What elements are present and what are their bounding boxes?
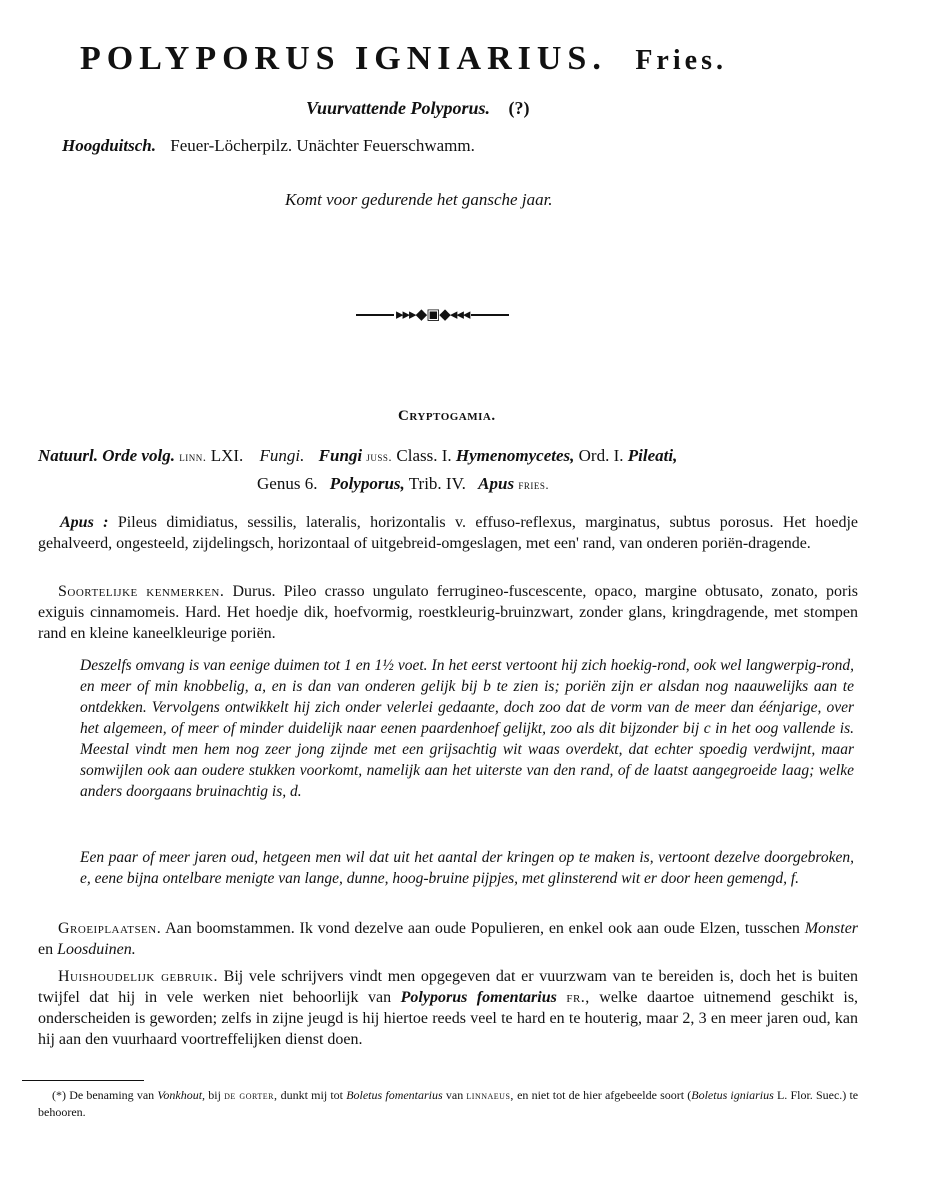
footnote-gorter: de gorter, [224, 1088, 278, 1102]
dutch-name-mark: (?) [508, 98, 530, 118]
german-names-line [62, 136, 475, 156]
polyporus-fomentarius: Polyporus fomentarius [400, 989, 557, 1006]
dutch-name [306, 98, 530, 119]
footnote-boletus-fomentarius: Boletus fomentarius [346, 1088, 443, 1102]
footnote-text-e: en niet tot de hier afgebeelde soort ( [517, 1088, 692, 1102]
footnote-rule [22, 1080, 144, 1081]
hymenomycetes: Hymenomycetes, [455, 446, 575, 465]
page-title [80, 40, 727, 78]
huishoudelijk-text-a: Bij vele schrijvers vindt men opgegeven dat er vuurzwam van te bereiden is, doch het is buiten twijfel dat hij in vele werken niet behoorlijk van [38, 968, 859, 1006]
footnote-text-c: dunkt mij tot [280, 1088, 343, 1102]
place-loosduinen: Loosduinen. [57, 941, 136, 958]
footnote-linnaeus: linnaeus, [466, 1088, 514, 1102]
classification-heading: Cryptogamia. [398, 408, 496, 424]
pileati: Pileati, [627, 446, 678, 465]
footnote-vonkhout: Vonkhout, [157, 1088, 206, 1102]
groeiplaatsen-text: Aan boomstammen. Ik vond dezelve aan oude Populieren, en enkel ook aan oude Elzen, tusschen [165, 920, 800, 937]
german-names: Feuer-Löcherpilz. Unächter Feuerschwamm. [170, 136, 475, 155]
dutch-name-text: Vuurvattende Polyporus. [306, 98, 491, 118]
german-label: Hoogduitsch. [62, 136, 156, 155]
classification-line-2 [257, 474, 549, 494]
footnote-text-f: L. Flor. Suec.) te behooren. [38, 1088, 859, 1119]
apus-text: Pileus dimidiatus, sessilis, lateralis, horizontalis v. effuso-reflexus, marginatus, subtus porosus. Het hoedje gehalveerd, ongesteeld, zijdelingsch, horizontaal of uitgebreid-omgeslagen, met een' rand, van onderen poriën-dragende. [38, 514, 859, 552]
description-paragraph-2: Een paar of meer jaren oud, hetgeen men wil dat uit het aantal der kringen op te maken is, vertoont dezelve doorgebroken, e, eene bijna ontelbare menigte van lange, dunne, hoog-bruine pijpjes, met glinsterend wit er door heen gemengd, f. [80, 849, 854, 887]
linn-abbrev: linn. [179, 449, 207, 464]
footnote-boletus-igniarius: Boletus igniarius [691, 1088, 774, 1102]
footnote-mark: (*) [52, 1088, 66, 1102]
title-species: POLYPORUS IGNIARIUS. [80, 40, 607, 77]
huishoudelijk-text-b: welke daartoe uitnemend geschikt is, onderscheiden is geworden; zelfs in zijne jeugd is hij hiertoe reeds veel te hard en te houterig, maar 2, 3 en meer jaren oud, kan hij aan den vuurhaard voortreffelijken dienst doen. [38, 989, 859, 1048]
trib: Trib. IV. [408, 474, 466, 493]
description-paragraph-1: Deszelfs omvang is van eenige duimen tot 1 en 1½ voet. In het eerst vertoont hij zich hoekig-rond, ook wel langwerpig-rond, en meer of min knobbelig, a, en is dan van onderen gelijk bij b te zien is; poriën zijn er alsdan nog naauwelijks aan te ontdekken. Vervolgens ontwikkelt hij zich onder velerlei gedaante, doch zoo dat de vorm van de meer dan éénjarige, over het algemeen, of meer of minder duidelijk naar eenen paardenhoef gelijkt, zoo als dit bijzonder bij c in het oog vallende is. Meestal vindt men hem nog zeer jong zijnde met een grijsachtig wit waas overdekt, dat echter spoedig verdwijnt, maar somwijlen ook aan oudere stukken voorkomt, namelijk aan het uiterste van den rand, of de laatst aangegroeide laag; welke anders doorgaans bruinachtig is, d. [80, 657, 854, 800]
polyporus: Polyporus, [329, 474, 405, 493]
apus-label: Apus : [60, 514, 109, 531]
genus: Genus 6. [257, 474, 318, 493]
footnote-text-d: van [445, 1088, 464, 1102]
fungi-1: Fungi. [259, 446, 305, 465]
ord-i: Ord. I. [578, 446, 624, 465]
footnote-text-a: De benaming van [69, 1088, 155, 1102]
fr-abbrev: fr., [566, 989, 590, 1006]
soortelijke-paragraph [38, 581, 858, 644]
linn-number: LXI. [210, 446, 244, 465]
soortelijke-text: Durus. Pileo crasso ungulato ferrugineo-fuscescente, opaco, margine obtusato, zonato, poris exiguis cinnamomeis. Hard. Het hoedje dik, hoefvormig, roestkleurig-bruinzwart, zonder glans, kringdragende, met stompen rand en kleine kaneelkleurige poriën. [38, 583, 859, 642]
groeiplaatsen-en: en [38, 941, 54, 958]
title-author: Fries. [635, 45, 727, 76]
apus-paragraph [38, 512, 858, 554]
groeiplaatsen-paragraph [38, 918, 858, 960]
natuurl-orde: Natuurl. Orde volg. [38, 446, 175, 465]
footnote-text-b: bij [208, 1088, 221, 1102]
huishoudelijk-paragraph [38, 966, 858, 1050]
ornament-glyphs: ▸▸▸◆▣◆◂◂◂ [396, 307, 470, 323]
fungi-2: Fungi [318, 446, 363, 465]
class-i: Class. I. [396, 446, 452, 465]
juss-abbrev: juss. [366, 449, 393, 464]
place-monster: Monster [804, 920, 859, 937]
ornamental-divider [356, 305, 509, 324]
apus: Apus [478, 474, 515, 493]
occurrence-line: Komt voor gedurende het gansche jaar. [285, 190, 553, 209]
groeiplaatsen-label: Groeiplaatsen. [58, 920, 162, 937]
fries-abbrev: fries. [518, 477, 550, 492]
soortelijke-label: Soortelijke kenmerken. [58, 583, 225, 600]
classification-line-1 [38, 446, 677, 466]
footnote [38, 1087, 858, 1121]
ornament-line-right [471, 314, 509, 316]
huishoudelijk-label: Huishoudelijk gebruik. [58, 968, 218, 985]
ornament-line-left [356, 314, 394, 316]
